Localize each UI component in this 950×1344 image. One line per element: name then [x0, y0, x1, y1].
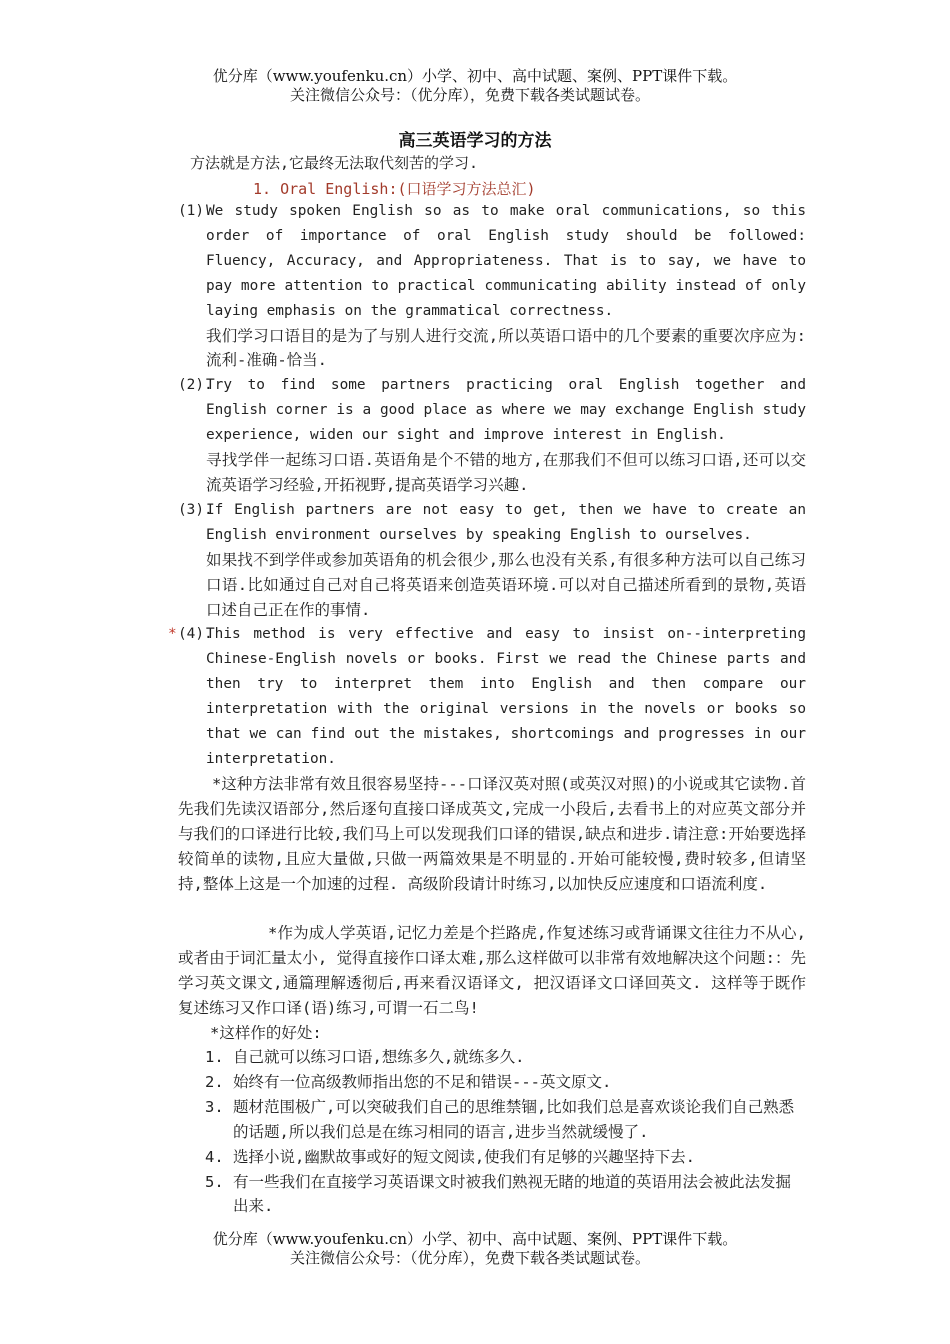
benefits-list: [205, 1045, 805, 1219]
list-item: 4. 选择小说,幽默故事或好的短文阅读,使我们有足够的兴趣坚持下去.: [205, 1147, 695, 1166]
item-english-text: This method is very effective and easy to insist on--interpreting Chinese-English novels or books. First we read the Chinese parts and then try to interpret them into English and then compare our interpretation with the original versions in the novels or books so that we can find out the mistakes, shortcomings and progresses in our interpretation.: [206, 626, 806, 767]
item-number: (1).: [178, 203, 213, 219]
list-item: 3. 题材范围极广,可以突破我们自己的思维禁锢,比如我们总是喜欢谈论我们自己熟悉的话题,所以我们总是在练习相同的语言,进步当然就缓慢了.: [205, 1097, 795, 1141]
paragraph-adult-learning: *作为成人学英语,记忆力差是个拦路虎,作复述练习或背诵课文往往力不从心,或者由于词汇量太小, 觉得直接作口译太难,那么这样做可以非常有效地解决这个问题:：先学习英文课文,通篇理解透彻后,再来看汉语译文, 把汉语译文口译回英文. 这样等于既作复述练习又作口译(语)练习,可谓一石二鸟!: [178, 924, 806, 1017]
item-english-text: We study spoken English so as to make oral communications, so this order of importance of oral English study should be followed: Fluency, Accuracy, and Appropriateness. That is to say, we have to pay more attention to practical communicating ability instead of only laying emphasis on the grammatical correctness.: [206, 203, 806, 319]
list-item: 1. 自己就可以练习口语,想练多久,就练多久.: [205, 1048, 525, 1066]
header-line-2: 关注微信公众号：（优分库），免费下载各类试题试卷。: [289, 86, 650, 104]
star-marker: *: [168, 626, 177, 642]
list-item-1: [178, 199, 806, 373]
item-chinese-text: 寻找学伴一起练习口语.英语角是个不错的地方,在那我们不但可以练习口语,还可以交流英语学习经验,开拓视野,提高英语学习兴趣.: [206, 450, 806, 494]
page-header: [0, 67, 950, 105]
paragraph-method-note: *这种方法非常有效且很容易坚持---口译汉英对照(或英汉对照)的小说或其它读物.首先我们先读汉语部分,然后逐句直接口译成英文,完成一小段后,去看书上的对应英文部分并与我们的口译进行比较,我们马上可以发现我们口译的错误,缺点和进步.请注意:开始要选择较简单的读物,且应大量做,只做一两篇效果是不明显的.开始可能较慢,费时较多,但请坚持,整体上这是一个加速的过程. 高级阶段请计时练习,以加快反应速度和口语流利度.: [178, 775, 806, 893]
page-footer: [0, 1230, 950, 1268]
header-line-1: 优分库（www.youfenku.cn）小学、初中、高中试题、案例、PPT课件下载。: [212, 67, 738, 85]
list-item-4: [168, 622, 806, 771]
item-english-text: Try to find some partners practicing oral English together and English corner is a good place as where we may exchange English study experience, widen our sight and improve interest in English.: [206, 377, 806, 443]
document-title: 高三英语学习的方法: [398, 131, 552, 151]
item-english-text: If English partners are not easy to get, then we have to create an English environment ourselves by speaking English to ourselves.: [206, 502, 806, 543]
list-item-2: [178, 373, 806, 498]
benefits-heading: *这样作的好处:: [210, 1024, 322, 1042]
item-chinese-text: 我们学习口语目的是为了与别人进行交流,所以英语口语中的几个要素的重要次序应为:流利-准确-恰当.: [206, 326, 806, 370]
list-item: 2. 始终有一位高级教师指出您的不足和错误---英文原文.: [205, 1072, 612, 1091]
list-item-3: [178, 498, 806, 623]
intro-line: 方法就是方法,它最终无法取代刻苦的学习.: [190, 154, 479, 172]
item-number: (4).: [178, 626, 213, 642]
item-number: (2).: [178, 377, 213, 393]
item-chinese-text: 如果找不到学伴或参加英语角的机会很少,那么也没有关系,有很多种方法可以自己练习口语.比如通过自己对自己将英语来创造英语环境.可以对自己描述所看到的景物,英语口述自己正在作的事情.: [206, 550, 806, 619]
list-item: 5. 有一些我们在直接学习英语课文时被我们熟视无睹的地道的英语用法会被此法发掘出来.: [205, 1172, 792, 1216]
footer-line-2: 关注微信公众号：（优分库），免费下载各类试题试卷。: [289, 1249, 650, 1267]
footer-line-1: 优分库（www.youfenku.cn）小学、初中、高中试题、案例、PPT课件下载。: [212, 1230, 738, 1248]
section-heading: 1. Oral English:(口语学习方法总汇): [253, 180, 536, 198]
item-number: (3).: [178, 502, 213, 518]
